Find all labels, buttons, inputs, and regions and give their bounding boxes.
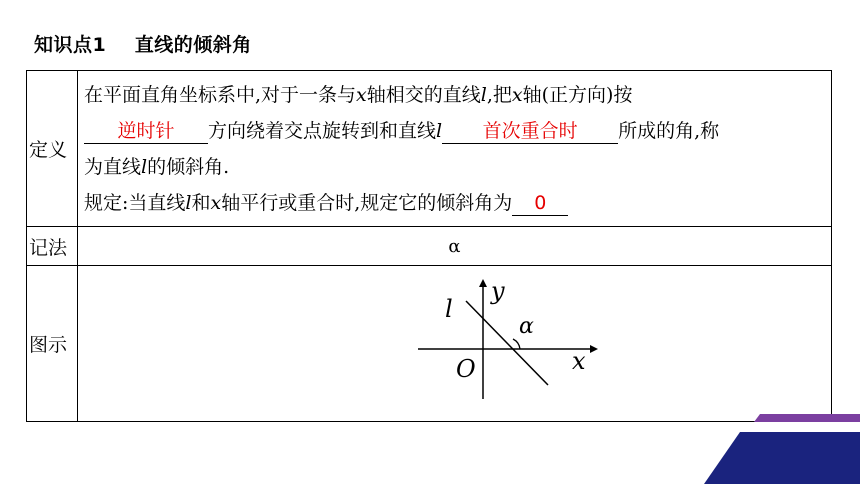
text: 所成的角,称 bbox=[618, 119, 720, 142]
text: 的倾斜角. bbox=[147, 155, 230, 178]
text: 为直线 bbox=[84, 155, 142, 178]
var-x: x bbox=[210, 191, 222, 214]
row-figure bbox=[27, 266, 832, 422]
label-figure: 图示 bbox=[27, 266, 78, 422]
incline-angle-diagram bbox=[78, 267, 834, 421]
corner-decoration bbox=[700, 414, 860, 484]
label-notation: 记法 bbox=[27, 227, 78, 266]
var-x: x bbox=[356, 83, 367, 106]
line-l bbox=[466, 301, 548, 385]
angle-arc bbox=[513, 339, 520, 349]
definition-line-2 bbox=[84, 113, 825, 149]
x-label: x bbox=[572, 346, 586, 375]
label-definition: 定义 bbox=[27, 71, 78, 227]
section-heading bbox=[34, 30, 252, 57]
definition-line-4 bbox=[84, 185, 825, 221]
var-l: l bbox=[185, 191, 192, 214]
definition-line-1 bbox=[84, 77, 825, 113]
text: ,把 bbox=[486, 83, 512, 106]
deco-purple-band bbox=[754, 414, 860, 422]
text: 轴相交的直线 bbox=[366, 83, 481, 106]
answer-blank-1: 逆时针 bbox=[84, 119, 208, 144]
x-axis-arrow bbox=[590, 345, 598, 353]
heading-number: 知识点1 bbox=[34, 34, 107, 56]
deco-navy-block bbox=[704, 432, 860, 484]
row-definition bbox=[27, 71, 832, 227]
origin-label: O bbox=[456, 354, 476, 383]
var-l: l bbox=[436, 119, 443, 142]
answer-blank-3: 0 bbox=[512, 191, 568, 216]
definition-content bbox=[78, 71, 832, 227]
text: 轴(正方向)按 bbox=[522, 83, 633, 106]
text: 规定:当直线 bbox=[84, 191, 186, 214]
notation-symbol: α bbox=[78, 227, 832, 266]
var-l: l bbox=[141, 155, 148, 178]
text: 方向绕着交点旋转到和直线 bbox=[208, 119, 437, 142]
answer-blank-2: 首次重合时 bbox=[442, 119, 618, 144]
knowledge-table bbox=[26, 70, 832, 422]
heading-title: 直线的倾斜角 bbox=[134, 34, 252, 56]
var-l: l bbox=[480, 83, 487, 106]
y-label: y bbox=[491, 276, 505, 305]
y-axis-arrow bbox=[479, 279, 487, 287]
var-x: x bbox=[511, 83, 523, 106]
row-notation bbox=[27, 227, 832, 266]
line-l-label: l bbox=[445, 294, 453, 323]
angle-label: α bbox=[519, 313, 534, 339]
text: 轴平行或重合时,规定它的倾斜角为 bbox=[221, 191, 513, 214]
text: 和 bbox=[191, 191, 211, 214]
figure-cell bbox=[78, 266, 832, 422]
text: 在平面直角坐标系中,对于一条与 bbox=[84, 83, 357, 106]
definition-line-3 bbox=[84, 149, 825, 185]
